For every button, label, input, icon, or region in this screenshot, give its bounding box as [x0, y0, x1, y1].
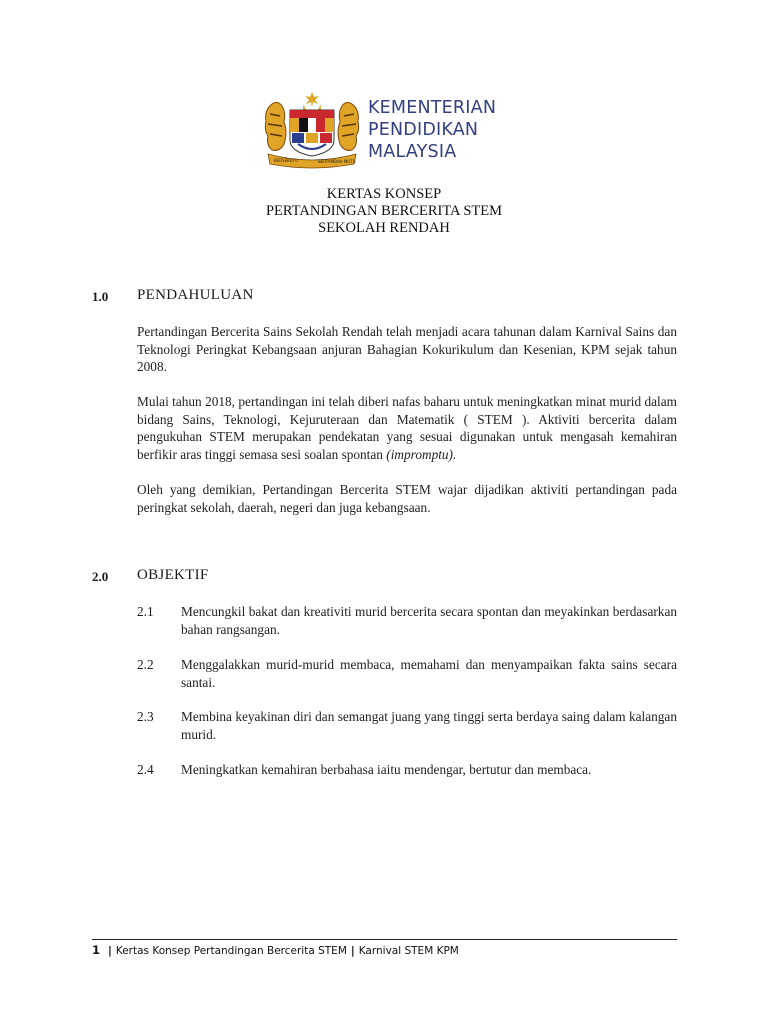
section1-paragraph3: Oleh yang demikian, Pertandingan Bercerita STEM wajar dijadikan aktiviti pertandingan pada peringkat sekolah, daerah, negeri dan juga kebangsaan. — [137, 482, 677, 515]
footer-event: Karnival STEM KPM — [358, 945, 459, 957]
footer-divider — [92, 939, 677, 940]
ministry-name — [368, 97, 528, 163]
title-line3: SEKOLAH RENDAH — [318, 220, 450, 236]
section1-paragraph2-text: Mulai tahun 2018, pertandingan ini telah diberi nafas baharu untuk meningkatkan minat murid dalam bidang Sains, Teknologi, Kejuruteraan dan Matematik ( STEM ). Aktiviti bercerita dalam pengukuhan STEM merupakan pendekatan yang sesuai digunakan untuk mengasah kemahiran berfikir aras tinggi semasa sesi soalan spontan — [137, 394, 677, 462]
section1-number: 1.0 — [92, 289, 109, 304]
title-line1: KERTAS KONSEP — [326, 186, 442, 202]
section2-heading: OBJEKTIF — [137, 567, 209, 583]
section2-number: 2.0 — [92, 569, 109, 584]
footer-separator: | — [108, 945, 112, 957]
ministry-name-line1: KEMENTERIAN — [368, 98, 497, 118]
ministry-logo — [262, 92, 522, 170]
document-title — [0, 186, 768, 237]
title-line2: PERTANDINGAN BERCERITA STEM — [265, 203, 503, 219]
ministry-name-line2: PENDIDIKAN — [368, 120, 479, 140]
objective-number: 2.4 — [137, 762, 154, 777]
section1-paragraph1: Pertandingan Bercerita Sains Sekolah Rendah telah menjadi acara tahunan dalam Karnival Sains dan Teknologi Peringkat Kebangsaan anjuran Bahagian Kokurikulum dan Kesenian, KPM sejak tahun 2008. — [137, 324, 677, 374]
objective-number: 2.1 — [137, 604, 154, 619]
page-footer — [92, 943, 692, 957]
ministry-name-line3: MALAYSIA — [368, 142, 457, 162]
objective-text: Meningkatkan kemahiran berbahasa iaitu mendengar, bertutur dan membaca. — [181, 762, 592, 777]
objective-text: Mencungkil bakat dan kreativiti murid bercerita secara spontan dan meyakinkan berdasarkan bahan rangsangan. — [181, 604, 677, 637]
objective-text: Membina keyakinan diri dan semangat juang yang tinggi serta berdaya saing dalam kalangan murid. — [181, 709, 677, 742]
objective-text: Menggalakkan murid-murid membaca, memahami dan menyampaikan fakta sains secara santai. — [181, 657, 677, 690]
crest-motto-left: BERSEKUTU — [274, 158, 298, 163]
section1-paragraph2-italic: (impromptu). — [386, 446, 457, 462]
objective-number: 2.3 — [137, 709, 154, 724]
section1-heading: PENDAHULUAN — [137, 287, 254, 303]
malaysia-coat-of-arms-icon — [262, 92, 362, 170]
crest-motto-right: BERTAMBAH MUTU — [318, 159, 356, 164]
section1-paragraph2 — [137, 393, 677, 463]
footer-document-title: Kertas Konsep Pertandingan Bercerita STEM — [115, 945, 347, 957]
footer-separator: | — [350, 945, 355, 957]
objective-number: 2.2 — [137, 657, 154, 672]
page-number: 1 — [92, 943, 101, 957]
